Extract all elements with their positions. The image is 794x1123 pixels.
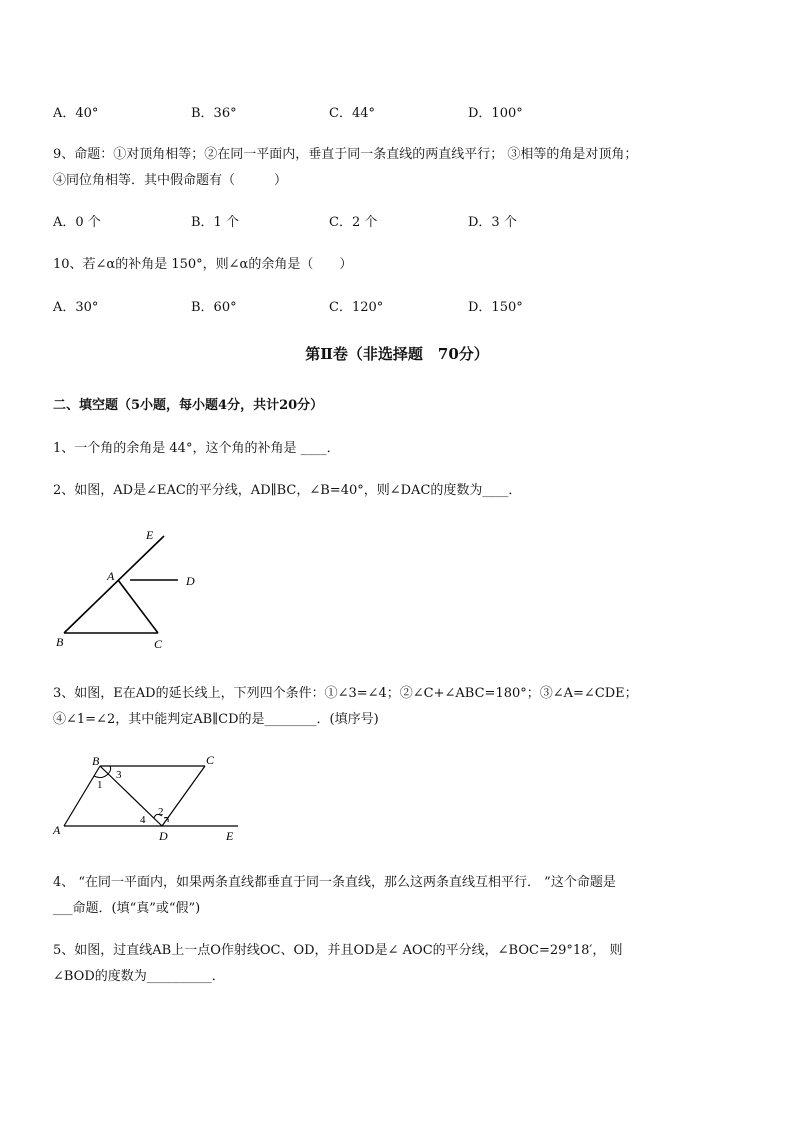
label-angle-2: 2 (158, 806, 164, 818)
label-e: E (226, 829, 234, 843)
q9-line1: 9、命题：①对顶角相等；②在同一平面内，垂直于同一条直线的两直线平行； ③相等的角是对顶角； (53, 147, 638, 162)
label-b: B (56, 635, 64, 649)
figure-parallelogram (50, 750, 250, 845)
line-a-c (118, 580, 158, 633)
line-b-d (100, 766, 162, 826)
fill-q1: 1、一个角的余角是 44°，这个角的补角是 ____． (53, 441, 340, 456)
arc-angle-3 (108, 766, 111, 774)
label-c: C (154, 637, 163, 651)
section2-heading: 二、填空题（5小题，每小题4分，共计20分） (53, 398, 324, 413)
q8-options (53, 102, 753, 120)
q8-option-a: A．40° (53, 106, 99, 121)
label-e: E (146, 528, 154, 542)
fill-q3-line1: 3、如图，E在AD的延长线上，下列四个条件：①∠3=∠4；②∠C+∠ABC=180°；③∠A=∠CDE； (53, 686, 638, 701)
q9-line2: ④同位角相等．其中假命题有（ ） (53, 173, 288, 188)
label-a: A (107, 569, 115, 583)
fill-q5-line1: 5、如图，过直线AB上一点O作射线OC、OD，并且OD是∠ AOC的平分线，∠BOC=29°18′， 则 (53, 943, 623, 958)
label-angle-1: 1 (97, 779, 103, 791)
label-a: A (53, 823, 61, 837)
q10-option-b: B．60° (191, 300, 237, 315)
q9-option-b: B．1 个 (191, 215, 239, 230)
q9-option-a: A．0 个 (53, 215, 101, 230)
label-d: D (186, 574, 195, 588)
q10-option-a: A．30° (53, 300, 99, 315)
fill-q2: 2、如图，AD是∠EAC的平分线，AD∥BC，∠B=40°，则∠DAC的度数为____． (53, 483, 522, 498)
fill-q3-line2: ④∠1=∠2，其中能判定AB∥CD的是________．(填序号) (53, 712, 379, 727)
q9-option-c: C．2 个 (329, 215, 378, 230)
label-d: D (159, 829, 168, 843)
q8-option-b: B．36° (191, 106, 237, 121)
q8-option-d: D．100° (468, 106, 523, 121)
q10-text: 10、若∠α的补角是 150°，则∠α的余角是（ ） (53, 257, 353, 272)
q9-option-d: D．3 个 (468, 215, 517, 230)
q9-options (53, 211, 753, 229)
q10-option-c: C．120° (329, 300, 384, 315)
q8-option-c: C．44° (329, 106, 375, 121)
label-angle-3: 3 (116, 769, 122, 781)
fill-q4-line1: 4、 “在同一平面内，如果两条直线都垂直于同一条直线，那么这两条直线互相平行． ”这个命题是 (53, 875, 616, 890)
figure-angle-bisector (50, 525, 210, 655)
label-c: C (206, 753, 215, 767)
line-a-b (64, 766, 100, 826)
line-e-b (64, 536, 164, 633)
label-b: B (92, 754, 100, 768)
label-angle-4: 4 (140, 814, 146, 826)
fill-q5-line2: ∠BOD的度数为__________． (53, 969, 225, 984)
part2-title: 第Ⅱ卷（非选择题 70分） (305, 345, 489, 363)
arc-angle-1 (94, 774, 108, 778)
fill-q4-line2: ___命题．(填“真”或“假”) (53, 901, 201, 916)
line-c-d (162, 766, 205, 826)
q10-options (53, 296, 753, 314)
q10-option-d: D．150° (468, 300, 523, 315)
